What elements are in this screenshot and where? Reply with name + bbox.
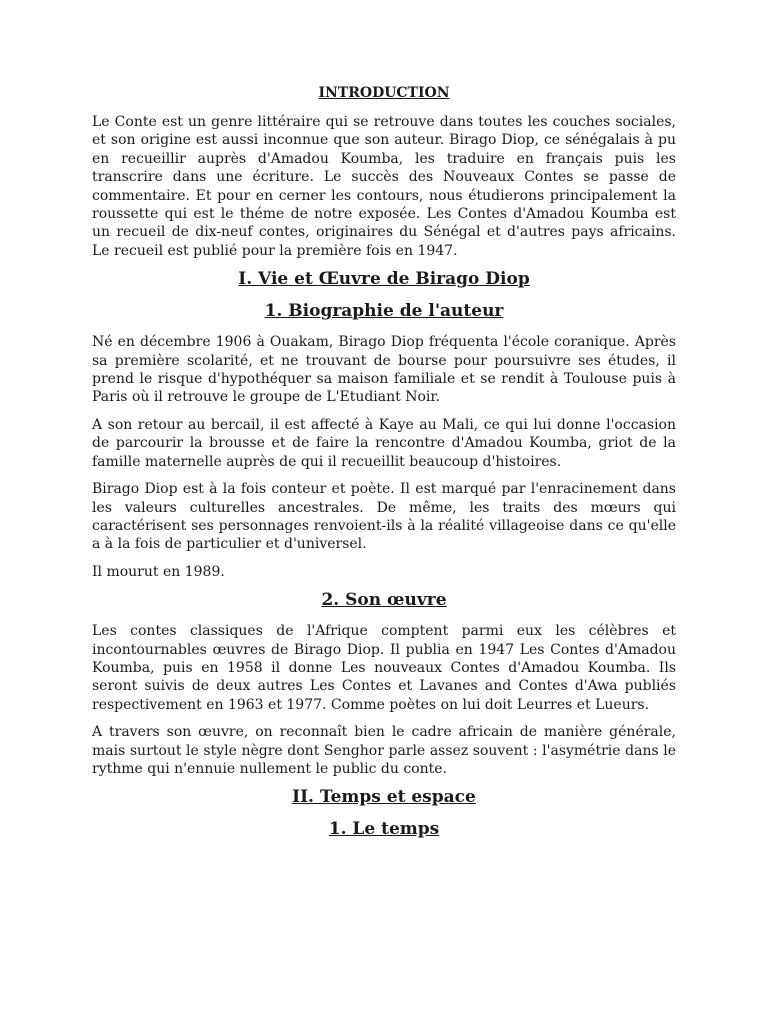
oeuvre-paragraph: Les contes classiques de l'Afrique comptent parmi eux les célèbres et incontournables œuvres de Birago Diop. Il publia en 1947 Les Contes d'Amadou Koumba, puis en 1958 il donne Les nouveaux Contes d'Amadou Koumba. Ils seront suivis de deux autres Les Contes et Lavanes and Contes d'Awa publiés respectivement en 1963 et 1977. Comme poètes on lui doit Leurres et Lueurs. <box>92 623 676 713</box>
introduction-heading: INTRODUCTION <box>318 85 450 101</box>
subsection-heading-son-oeuvre: 2. Son œuvre <box>321 590 447 611</box>
document-page <box>92 84 676 851</box>
subsection-heading-biographie: 1. Biographie de l'auteur <box>264 301 504 322</box>
biography-paragraph: Il mourut en 1989. <box>92 563 225 580</box>
subsection-heading-le-temps: 1. Le temps <box>328 819 440 840</box>
biography-paragraph: Né en décembre 1906 à Ouakam, Birago Diop fréquenta l'école coranique. Après sa première scolarité, et ne trouvant de bourse pour poursuivre ses études, il prend le risque d'hypothéquer sa maison familiale et se rendit à Toulouse puis à Paris où il retrouve le groupe de L'Etudiant Noir. <box>92 334 676 406</box>
section-heading-temps-espace: II. Temps et espace <box>292 787 476 808</box>
oeuvre-paragraph: A travers son œuvre, on reconnaît bien le cadre africain de manière générale, mais surtout le style nègre dont Senghor parle assez souvent : l'asymétrie dans le rythme qui n'ennuie nullement le public du conte. <box>92 724 676 777</box>
biography-paragraph: A son retour au bercail, il est affecté à Kaye au Mali, ce qui lui donne l'occasion de parcourir la brousse et de faire la rencontre d'Amadou Koumba, griot de la famille maternelle auprès de qui il recueillit beaucoup d'histoires. <box>92 416 676 470</box>
section-heading-vie-oeuvre: I. Vie et Œuvre de Birago Diop <box>238 269 530 290</box>
biography-paragraph: Birago Diop est à la fois conteur et poète. Il est marqué par l'enracinement dans les valeurs culturelles ancestrales. De même, les traits des mœurs qui caractérisent ses personnages renvoient-ils à la réalité villageoise dans ce qu'elle a à la fois de particulier et d'universel. <box>92 481 676 553</box>
introduction-paragraph: Le Conte est un genre littéraire qui se retrouve dans toutes les couches sociales, et son origine est aussi inconnue que son auteur. Birago Diop, ce sénégalais à pu en recueillir auprès d'Amadou Koumba, les traduire en français puis les transcrire dans une écriture. Le succès des Nouveaux Contes se passe de commentaire. Et pour en cerner les contours, nous étudierons principalement la roussette qui est le théme de notre exposée. Les Contes d'Amadou Koumba est un recueil de dix-neuf contes, originaires du Sénégal et d'autres pays africains. Le recueil est publié pour la première fois en 1947. <box>92 114 676 259</box>
